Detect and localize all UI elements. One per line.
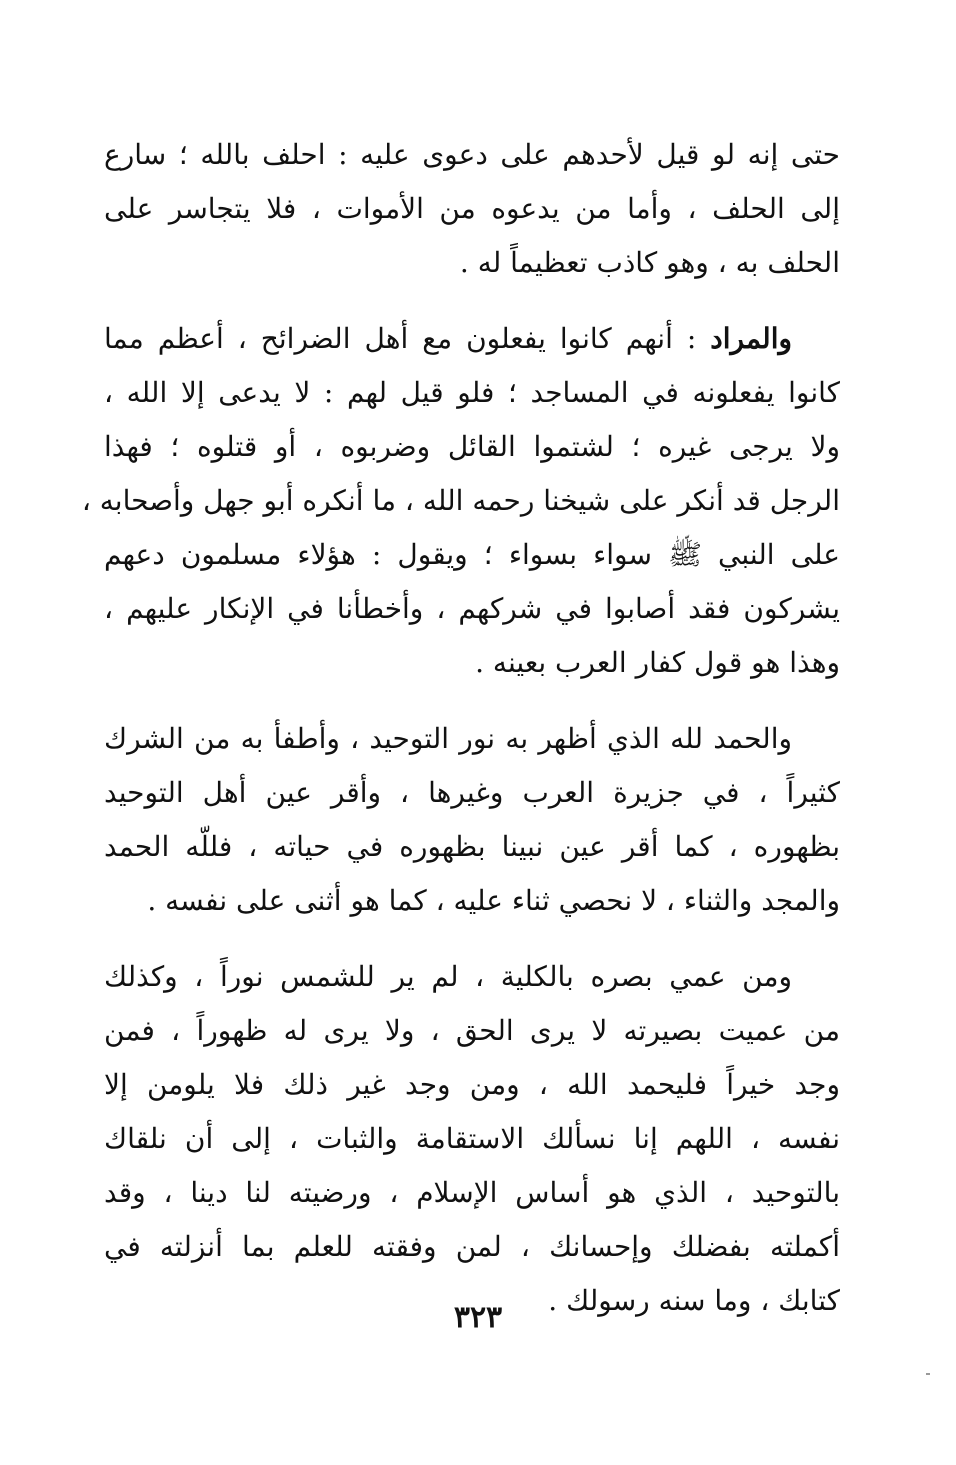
text-line-first [104,312,840,366]
text-line: كانوا يفعلونه في المساجد ؛ فلو قيل لهم : لا يدعى إلا الله ، [104,376,840,409]
paragraph-3 [104,712,840,928]
text-line: وهذا هو قول كفار العرب بعينه . [475,646,840,679]
text-line: الحلف به ، وهو كاذب تعظيماً له . [459,246,840,279]
page-number: ٣٢٣ [453,1300,503,1335]
text-line-first: والحمد لله الذي أظهر به نور التوحيد ، وأطفأ به من الشرك [104,722,792,755]
paragraph-gap [104,290,840,312]
text-line: كتابك ، وما سنه رسولك . [548,1284,840,1317]
text-line: والمجد والثناء ، لا نحصي ثناء عليه ، كما هو أثنى على نفسه . [147,884,840,917]
text-line: الرجل قد أنكر على شيخنا رحمه الله ، ما أنكره أبو جهل وأصحابه ، [81,484,840,517]
text-line: أكملته بفضلك وإحسانك ، لمن وفقته للعلم بما أنزلته في [104,1230,840,1263]
text-line: من عميت بصيرته لا يرى الحق ، ولا يرى له ظهوراً ، فمن [104,1014,840,1047]
page-body [81,128,840,1328]
text-line: بالتوحيد ، الذي هو أساس الإسلام ، ورضيته لنا دينا ، وقد [104,1176,840,1209]
paragraph-1 [104,128,840,290]
lead-word: والمراد [710,322,792,355]
text-line: كثيراً ، في جزيرة العرب وغيرها ، وأقر عين أهل التوحيد [104,776,840,809]
text-line: على النبي ﷺ سواء بسواء ؛ ويقول : هؤلاء مسلمون دعهم [104,538,840,571]
text-line: وجد خيراً فليحمد الله ، ومن وجد غير ذلك فلا يلومن إلا [104,1068,840,1101]
text-line: ولا يرجى غيره ؛ لشتموا القائل وضربوه ، أو قتلوه ؛ فهذا [104,430,840,463]
text-line: حتى إنه لو قيل لأحدهم على دعوى عليه : احلف بالله ؛ سارع [104,138,840,171]
text-line: نفسه ، اللهم إنا نسألك الاستقامة والثبات ، إلى أن نلقاك [104,1122,840,1155]
text-line-rest: : أنهم كانوا يفعلون مع أهل الضرائح ، أعظم مما [104,322,711,355]
paragraph-2 [81,312,840,690]
paragraph-gap [104,690,840,712]
text-line: يشركون فقد أصابوا في شركهم ، وأخطأنا في الإنكار عليهم ، [104,592,840,625]
scan-mark [926,1373,930,1375]
text-line: إلى الحلف ، وأما من يدعوه من الأموات ، فلا يتجاسر على [104,192,840,225]
paragraph-4 [104,950,840,1328]
text-line-first: ومن عمي بصره بالكلية ، لم ير للشمس نوراً ، وكذلك [104,960,792,993]
text-line: بظهوره ، كما أقر عين نبينا بظهوره في حياته ، فللّه الحمد [104,830,840,863]
paragraph-gap [104,928,840,950]
